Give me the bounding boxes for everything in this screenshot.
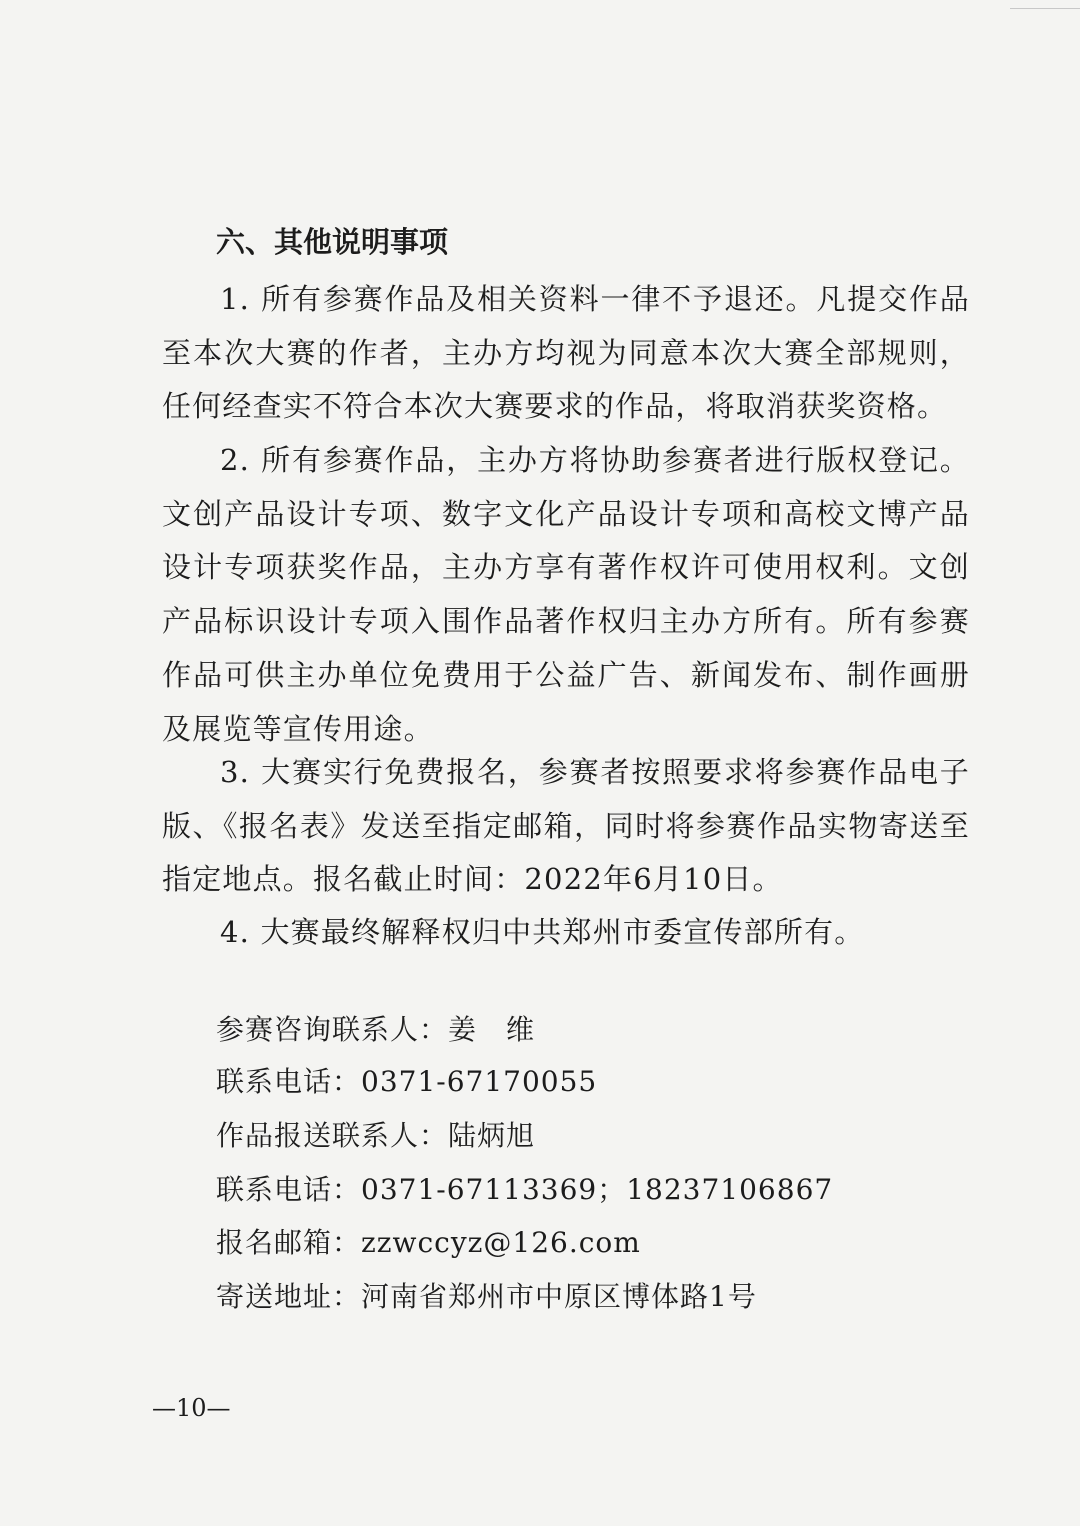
paragraph-1: 1. 所有参赛作品及相关资料一律不予退还。凡提交作品至本次大赛的作者，主办方均视为同意本次大赛全部规则，任何经查实不符合本次大赛要求的作品，将取消获奖资格。 <box>162 282 970 424</box>
contact-consult-person: 参赛咨询联系人：姜 维 <box>216 1013 536 1046</box>
section-title: 六、其他说明事项 <box>216 225 449 259</box>
contact-submit-phone: 联系电话：0371-67113369；18237106867 <box>216 1173 834 1206</box>
contact-consult-phone: 联系电话：0371-67170055 <box>216 1065 598 1098</box>
page-number: —10— <box>152 1394 231 1422</box>
contact-address: 寄送地址：河南省郑州市中原区博体路1号 <box>216 1280 757 1313</box>
contact-email: 报名邮箱：zzwccyz@126.com <box>216 1226 641 1259</box>
page-edge-line <box>1010 8 1080 9</box>
paragraph-4: 4. 大赛最终解释权归中共郑州市委宣传部所有。 <box>220 915 865 949</box>
contact-submit-person: 作品报送联系人：陆炳旭 <box>216 1119 536 1152</box>
paragraph-2: 2. 所有参赛作品，主办方将协助参赛者进行版权登记。文创产品设计专项、数字文化产品设计专项和高校文博产品设计专项获奖作品，主办方享有著作权许可使用权利。文创产品标识设计专项入围作品著作权归主办方所有。所有参赛作品可供主办单位免费用于公益广告、新闻发布、制作画册及展览等宣传用途。 <box>162 443 970 746</box>
paragraph-3: 3. 大赛实行免费报名，参赛者按照要求将参赛作品电子版、《报名表》发送至指定邮箱，同时将参赛作品实物寄送至指定地点。报名截止时间：2022年6月10日。 <box>162 755 970 897</box>
